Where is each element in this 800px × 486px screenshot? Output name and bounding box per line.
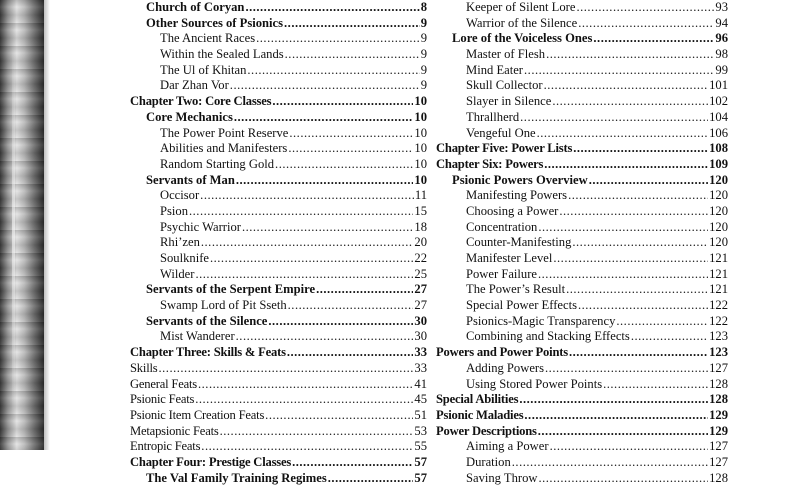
- toc-dot-leader: [292, 455, 413, 471]
- toc-entry: [130, 251, 427, 267]
- toc-entry-title: Servants of the Serpent Empire: [146, 282, 316, 297]
- toc-entry-page: 9: [420, 62, 427, 77]
- toc-dot-leader: [285, 47, 420, 63]
- toc-dot-leader: [566, 282, 708, 298]
- toc-entry: [436, 345, 728, 361]
- toc-entry: [130, 31, 427, 47]
- toc-entry-title: Lore of the Voiceless Ones: [452, 31, 593, 46]
- toc-dot-leader: [544, 78, 709, 94]
- toc-dot-leader: [544, 157, 708, 173]
- toc-entry-page: 96: [715, 31, 728, 46]
- toc-entry-page: 41: [414, 376, 427, 391]
- toc-entry-page: 30: [414, 313, 427, 328]
- toc-entry-page: 128: [709, 470, 728, 485]
- toc-entry: [130, 267, 427, 283]
- toc-dot-leader: [537, 126, 709, 142]
- toc-entry-title: Special Abilities: [436, 392, 519, 407]
- toc-entry-page: 121: [709, 251, 728, 265]
- toc-dot-leader: [552, 94, 708, 110]
- toc-entry-title: Dar Zhan Vor: [160, 78, 229, 93]
- toc-entry-title: Wilder: [160, 266, 195, 281]
- toc-dot-leader: [201, 235, 414, 251]
- toc-entry-title: Duration: [466, 454, 511, 469]
- toc-entry: [130, 471, 427, 486]
- toc-entry: [130, 63, 427, 79]
- toc-entry: [130, 377, 427, 393]
- toc-entry: [130, 455, 427, 471]
- toc-entry-page: 122: [709, 313, 728, 328]
- toc-dot-leader: [524, 408, 708, 424]
- toc-entry: [130, 188, 427, 204]
- toc-entry: [436, 424, 728, 440]
- toc-entry-title: Skull Collector: [466, 78, 543, 93]
- toc-dot-leader: [520, 110, 708, 126]
- toc-dot-leader: [159, 361, 414, 377]
- toc-entry-title: Manifesting Powers: [466, 188, 568, 203]
- toc-entry: [130, 141, 427, 157]
- toc-entry-title: Mind Eater: [466, 62, 524, 77]
- toc-entry: [130, 392, 427, 408]
- toc-entry-title: Soulknife: [160, 251, 209, 265]
- toc-entry: [436, 141, 728, 157]
- toc-entry: [436, 267, 728, 283]
- toc-entry-title: Master of Flesh: [466, 47, 546, 62]
- toc-dot-leader: [201, 439, 413, 455]
- toc-dot-leader: [573, 141, 708, 157]
- toc-entry-page: 94: [715, 15, 728, 30]
- toc-entry-title: Psion: [160, 203, 188, 218]
- toc-entry-title: Skills: [130, 360, 158, 375]
- toc-dot-leader: [631, 329, 708, 345]
- toc-entry-page: 98: [715, 47, 728, 62]
- toc-entry-title: Powers and Power Points: [436, 345, 568, 360]
- toc-entry-title: The Ancient Races: [160, 31, 256, 46]
- toc-entry-title: Random Starting Gold: [160, 156, 275, 171]
- toc-entry-page: 120: [709, 203, 728, 218]
- toc-entry-title: Special Power Effects: [466, 298, 577, 313]
- toc-dot-leader: [195, 392, 413, 408]
- toc-dot-leader: [524, 63, 714, 79]
- toc-entry-title: Combining and Stacking Effects: [466, 329, 630, 344]
- toc-dot-leader: [328, 471, 414, 486]
- toc-dot-leader: [578, 298, 708, 314]
- toc-entry-page: 55: [414, 439, 427, 454]
- toc-entry: [436, 204, 728, 220]
- toc-entry: [436, 377, 728, 393]
- toc-entry-page: 10: [414, 94, 427, 109]
- toc-entry-title: Using Stored Power Points: [466, 376, 603, 391]
- toc-entry-page: 9: [420, 31, 427, 46]
- toc-entry-page: 9: [420, 47, 427, 62]
- toc-entry-page: 10: [414, 141, 427, 156]
- toc-entry-title: Counter-Manifesting: [466, 235, 572, 250]
- toc-dot-leader: [234, 110, 414, 126]
- toc-entry: [130, 408, 427, 424]
- toc-entry: [436, 455, 728, 471]
- toc-entry-title: Psionics-Magic Transparency: [466, 313, 616, 328]
- toc-dot-leader: [289, 126, 413, 142]
- toc-entry-title: Psychic Warrior: [160, 219, 241, 234]
- toc-entry-title: Choosing a Power: [466, 203, 559, 218]
- toc-entry-page: 10: [414, 156, 427, 171]
- toc-entry-page: 123: [709, 345, 728, 360]
- toc-entry-page: 25: [414, 266, 427, 281]
- toc-dot-leader: [568, 188, 708, 204]
- toc-entry-page: 20: [414, 235, 427, 250]
- toc-entry-title: Other Sources of Psionics: [146, 15, 284, 30]
- toc-entry: [436, 31, 728, 47]
- toc-dot-leader: [220, 424, 414, 440]
- toc-entry-page: 8: [420, 0, 427, 14]
- toc-entry: [130, 439, 427, 455]
- toc-entry-page: 120: [709, 219, 728, 234]
- toc-entry-title: Servants of Man: [146, 172, 235, 187]
- toc-dot-leader: [272, 94, 413, 110]
- toc-entry-page: 57: [414, 470, 427, 485]
- toc-entry: [130, 0, 427, 16]
- toc-entry-title: Concentration: [466, 219, 538, 234]
- toc-entry: [436, 408, 728, 424]
- toc-column-right: [436, 0, 728, 486]
- toc-entry: [436, 78, 728, 94]
- toc-entry-page: 10: [414, 125, 427, 140]
- toc-entry: [436, 314, 728, 330]
- toc-dot-leader: [247, 63, 419, 79]
- toc-dot-leader: [538, 267, 708, 283]
- toc-entry: [130, 314, 427, 330]
- stone-pillar-illustration: [0, 0, 44, 450]
- toc-entry: [436, 110, 728, 126]
- toc-entry-title: Saving Throw: [466, 470, 538, 485]
- toc-entry-page: 10: [414, 109, 427, 124]
- toc-entry-page: 120: [709, 235, 728, 250]
- toc-entry-page: 106: [709, 125, 728, 140]
- toc-dot-leader: [198, 377, 413, 393]
- toc-entry: [130, 94, 427, 110]
- toc-dot-leader: [512, 455, 708, 471]
- toc-entry-title: Manifester Level: [466, 251, 553, 265]
- toc-entry-title: Metapsionic Feats: [130, 423, 219, 438]
- toc-entry-page: 104: [709, 109, 728, 124]
- toc-entry: [130, 78, 427, 94]
- toc-entry-page: 121: [709, 282, 728, 297]
- toc-entry-title: General Feats: [130, 376, 197, 391]
- toc-entry-title: Psionic Feats: [130, 392, 195, 407]
- toc-entry-page: 120: [709, 188, 728, 203]
- pillar-shadow: [44, 0, 50, 450]
- toc-entry-title: Chapter Two: Core Classes: [130, 94, 272, 109]
- toc-dot-leader: [256, 31, 420, 47]
- toc-dot-leader: [593, 31, 714, 47]
- toc-entry: [436, 392, 728, 408]
- toc-entry: [436, 0, 728, 16]
- toc-dot-leader: [236, 173, 414, 189]
- toc-entry-page: 51: [414, 407, 427, 422]
- toc-entry-title: Psionic Powers Overview: [452, 172, 588, 187]
- toc-entry-page: 11: [414, 188, 427, 203]
- toc-entry-title: Chapter Three: Skills & Feats: [130, 345, 286, 360]
- toc-dot-leader: [538, 424, 708, 440]
- toc-dot-leader: [288, 298, 414, 314]
- toc-entry-title: Within the Sealed Lands: [160, 47, 284, 62]
- toc-entry-page: 127: [709, 454, 728, 469]
- toc-dot-leader: [603, 377, 708, 393]
- toc-dot-leader: [242, 220, 413, 236]
- toc-entry: [436, 361, 728, 377]
- toc-dot-leader: [284, 16, 420, 32]
- toc-entry-title: Chapter Four: Prestige Classes: [130, 454, 292, 469]
- toc-entry: [436, 16, 728, 32]
- toc-entry-title: The Power’s Result: [466, 282, 566, 297]
- toc-entry-page: 30: [414, 329, 427, 344]
- toc-entry-page: 15: [414, 203, 427, 218]
- toc-entry-title: Psionic Item Creation Feats: [130, 407, 265, 422]
- toc-entry: [130, 298, 427, 314]
- toc-entry: [130, 235, 427, 251]
- toc-entry-title: Entropic Feats: [130, 439, 201, 454]
- toc-entry: [130, 361, 427, 377]
- toc-entry-page: 108: [709, 141, 728, 156]
- toc-entry-page: 27: [414, 282, 427, 297]
- toc-entry: [436, 220, 728, 236]
- toc-entry-title: Chapter Six: Powers: [436, 156, 544, 171]
- toc-dot-leader: [519, 392, 708, 408]
- toc-entry: [436, 63, 728, 79]
- toc-dot-leader: [616, 314, 708, 330]
- toc-entry-title: Power Failure: [466, 266, 537, 281]
- toc-entry-page: 57: [414, 454, 427, 469]
- toc-entry: [130, 329, 427, 345]
- toc-entry-title: Core Mechanics: [146, 109, 233, 124]
- toc-entry-title: Warrior of the Silence: [466, 15, 578, 30]
- toc-entry-title: The Val Family Training Regimes: [146, 470, 327, 485]
- toc-entry-page: 33: [414, 360, 427, 375]
- toc-entry-title: Keeper of Silent Lore: [466, 0, 576, 14]
- toc-entry: [436, 439, 728, 455]
- toc-dot-leader: [230, 78, 420, 94]
- toc-entry: [130, 345, 427, 361]
- toc-dot-leader: [245, 0, 419, 16]
- toc-dot-leader: [538, 471, 708, 486]
- toc-entry: [436, 126, 728, 142]
- toc-dot-leader: [236, 329, 414, 345]
- toc-dot-leader: [210, 251, 413, 267]
- toc-entry-page: 22: [414, 251, 427, 265]
- toc-column-left: [130, 0, 427, 486]
- toc-entry-title: Aiming a Power: [466, 439, 549, 454]
- toc-entry: [130, 173, 427, 189]
- toc-dot-leader: [268, 314, 413, 330]
- toc-entry: [436, 329, 728, 345]
- toc-dot-leader: [546, 47, 714, 63]
- toc-dot-leader: [572, 235, 708, 251]
- toc-entry-title: Thrallherd: [466, 109, 520, 124]
- toc-entry-title: Church of Coryan: [146, 0, 245, 14]
- toc-entry-page: 9: [420, 78, 427, 93]
- toc-entry: [130, 424, 427, 440]
- toc-entry-title: Swamp Lord of Pit Sseth: [160, 298, 287, 313]
- toc-entry-page: 33: [414, 345, 427, 360]
- toc-entry-title: Slayer in Silence: [466, 94, 552, 109]
- toc-dot-leader: [553, 251, 708, 267]
- toc-entry-page: 121: [709, 266, 728, 281]
- toc-entry: [436, 157, 728, 173]
- toc-entry: [130, 282, 427, 298]
- toc-dot-leader: [545, 361, 708, 377]
- toc-dot-leader: [550, 439, 709, 455]
- toc-entry: [436, 251, 728, 267]
- toc-entry-title: Occisor: [160, 188, 200, 203]
- toc-entry: [436, 298, 728, 314]
- toc-entry-title: Vengeful One: [466, 125, 536, 140]
- toc-entry-page: 18: [414, 219, 427, 234]
- toc-dot-leader: [195, 267, 413, 283]
- toc-entry-page: 122: [709, 298, 728, 313]
- toc-entry-page: 129: [709, 423, 728, 438]
- toc-entry-title: Abilities and Manifesters: [160, 141, 288, 156]
- toc-entry: [436, 471, 728, 486]
- toc-entry-page: 99: [715, 62, 728, 77]
- toc-entry: [436, 282, 728, 298]
- toc-entry: [130, 126, 427, 142]
- toc-entry-title: The Ul of Khitan: [160, 62, 247, 77]
- toc-entry-title: Servants of the Silence: [146, 313, 268, 328]
- toc-dot-leader: [275, 157, 413, 173]
- toc-entry-title: Chapter Five: Power Lists: [436, 141, 573, 156]
- toc-entry: [130, 110, 427, 126]
- toc-entry: [130, 47, 427, 63]
- toc-entry-page: 123: [709, 329, 728, 344]
- toc-entry-page: 102: [709, 94, 728, 109]
- toc-entry-page: 128: [709, 376, 728, 391]
- toc-entry-page: 127: [709, 360, 728, 375]
- toc-entry: [130, 204, 427, 220]
- toc-entry-page: 53: [414, 423, 427, 438]
- toc-entry-page: 127: [709, 439, 728, 454]
- toc-entry-title: Adding Powers: [466, 360, 545, 375]
- toc-entry-page: 129: [709, 407, 728, 422]
- toc-entry-page: 109: [709, 156, 728, 171]
- toc-entry-title: The Power Point Reserve: [160, 125, 289, 140]
- toc-dot-leader: [559, 204, 708, 220]
- toc-dot-leader: [576, 0, 714, 16]
- toc-entry-page: 9: [420, 15, 427, 30]
- toc-entry: [130, 220, 427, 236]
- toc-entry-title: Mist Wanderer: [160, 329, 235, 344]
- toc-dot-leader: [538, 220, 708, 236]
- toc-entry-page: 93: [715, 0, 728, 14]
- toc-entry: [436, 173, 728, 189]
- toc-dot-leader: [569, 345, 708, 361]
- toc-entry-page: 27: [414, 298, 427, 313]
- toc-entry: [436, 235, 728, 251]
- toc-entry-page: 128: [709, 392, 728, 407]
- toc-entry-page: 10: [414, 172, 427, 187]
- toc-entry-title: Power Descriptions: [436, 423, 537, 438]
- toc-entry: [436, 47, 728, 63]
- toc-entry: [436, 94, 728, 110]
- toc-dot-leader: [189, 204, 413, 220]
- toc-entry-title: Rhi’zen: [160, 235, 200, 250]
- toc-entry: [130, 16, 427, 32]
- toc-entry-page: 120: [709, 172, 728, 187]
- toc-dot-leader: [578, 16, 714, 32]
- toc-dot-leader: [288, 141, 413, 157]
- toc-dot-leader: [589, 173, 708, 189]
- toc-dot-leader: [265, 408, 413, 424]
- toc-entry-page: 45: [414, 392, 427, 407]
- toc-entry-page: 101: [709, 78, 728, 93]
- toc-dot-leader: [200, 188, 414, 204]
- toc-entry-title: Psionic Maladies: [436, 407, 524, 422]
- toc-dot-leader: [316, 282, 413, 298]
- toc-dot-leader: [287, 345, 414, 361]
- toc-entry: [436, 188, 728, 204]
- toc-entry: [130, 157, 427, 173]
